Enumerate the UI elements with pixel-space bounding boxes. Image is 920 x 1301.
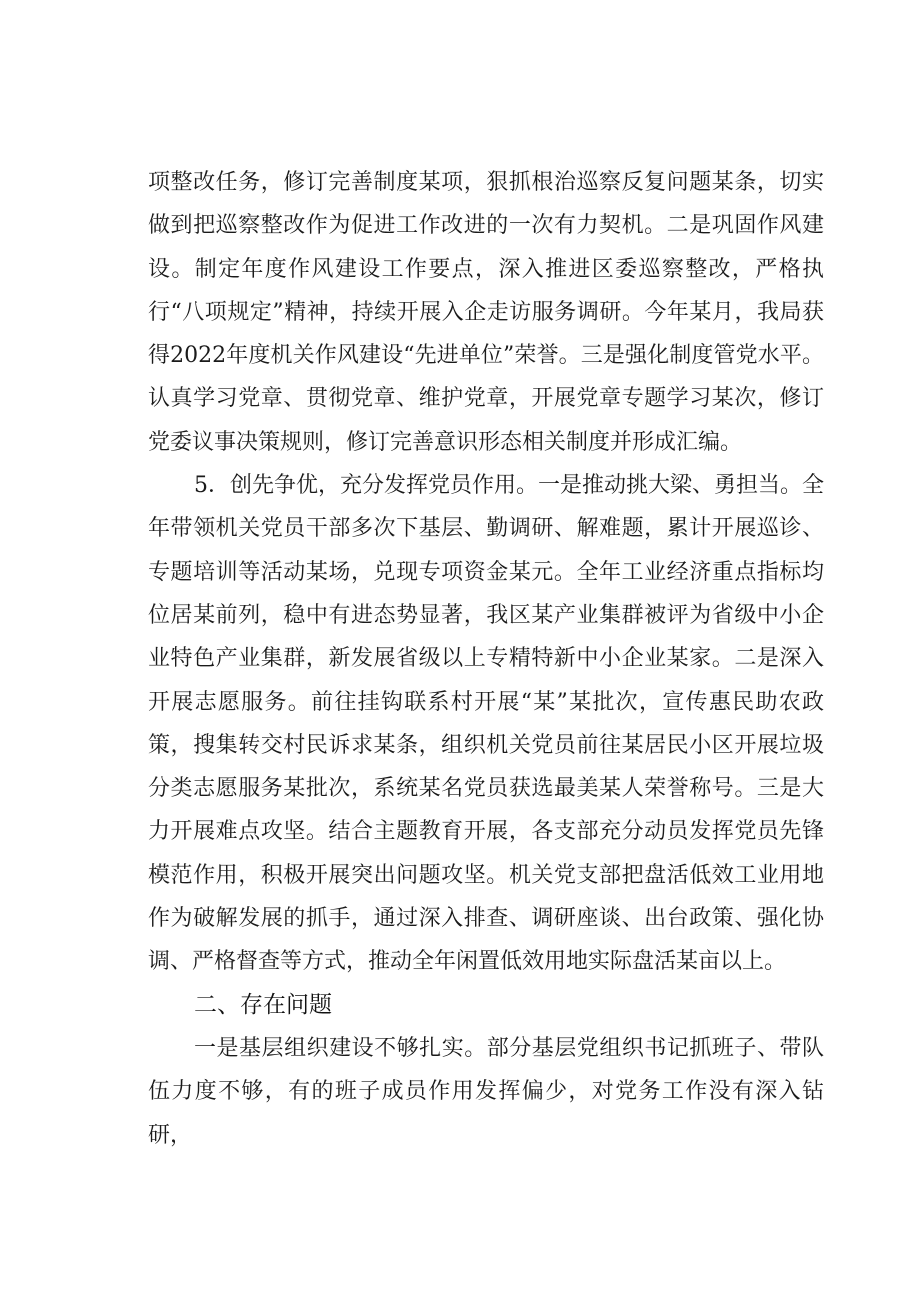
paragraph-issues: 一是基层组织建设不够扎实。部分基层党组织书记抓班子、带队伍力度不够，有的班子成员作用发挥偏少，对党务工作没有深入钻研，	[148, 1035, 824, 1148]
paragraph-continuation: 项整改任务，修订完善制度某项，狠抓根治巡察反复问题某条，切实做到把巡察整改作为促进工作改进的一次有力契机。二是巩固作风建设。制定年度作风建设工作要点，深入推进区委巡察整改，严格执行“八项规定”精神，持续开展入企走访服务调研。今年某月，我局获得2022年度机关作风建设“先进单位”荣誉。三是强化制度管党水平。认真学习党章、贯彻党章、维护党章，开展党章专题学习某次，修订党委议事决策规则，修订完善意识形态相关制度并形成汇编。	[148, 170, 824, 455]
document-body	[148, 161, 824, 1157]
paragraph-item-5: 5．创先争优，充分发挥党员作用。一是推动挑大梁、勇担当。全年带领机关党员干部多次下基层、勤调研、解难题，累计开展巡诊、专题培训等活动某场，兑现专项资金某元。全年工业经济重点指标均位居某前列，稳中有进态势显著，我区某产业集群被评为省级中小企业特色产业集群，新发展省级以上专精特新中小企业某家。二是深入开展志愿服务。前往挂钩联系村开展“某”某批次，宣传惠民助农政策，搜集转交村民诉求某条，组织机关党员前往某居民小区开展垃圾分类志愿服务某批次，系统某名党员获选最美某人荣誉称号。三是大力开展难点攻坚。结合主题教育开展，各支部充分动员发挥党员先锋模范作用，积极开展突出问题攻坚。机关党支部把盘活低效工业用地作为破解发展的抓手，通过深入排查、调研座谈、出台政策、强化协调、严格督查等方式，推动全年闲置低效用地实际盘活某亩以上。	[148, 473, 824, 975]
section-heading-issues: 二、存在问题	[194, 991, 332, 1018]
